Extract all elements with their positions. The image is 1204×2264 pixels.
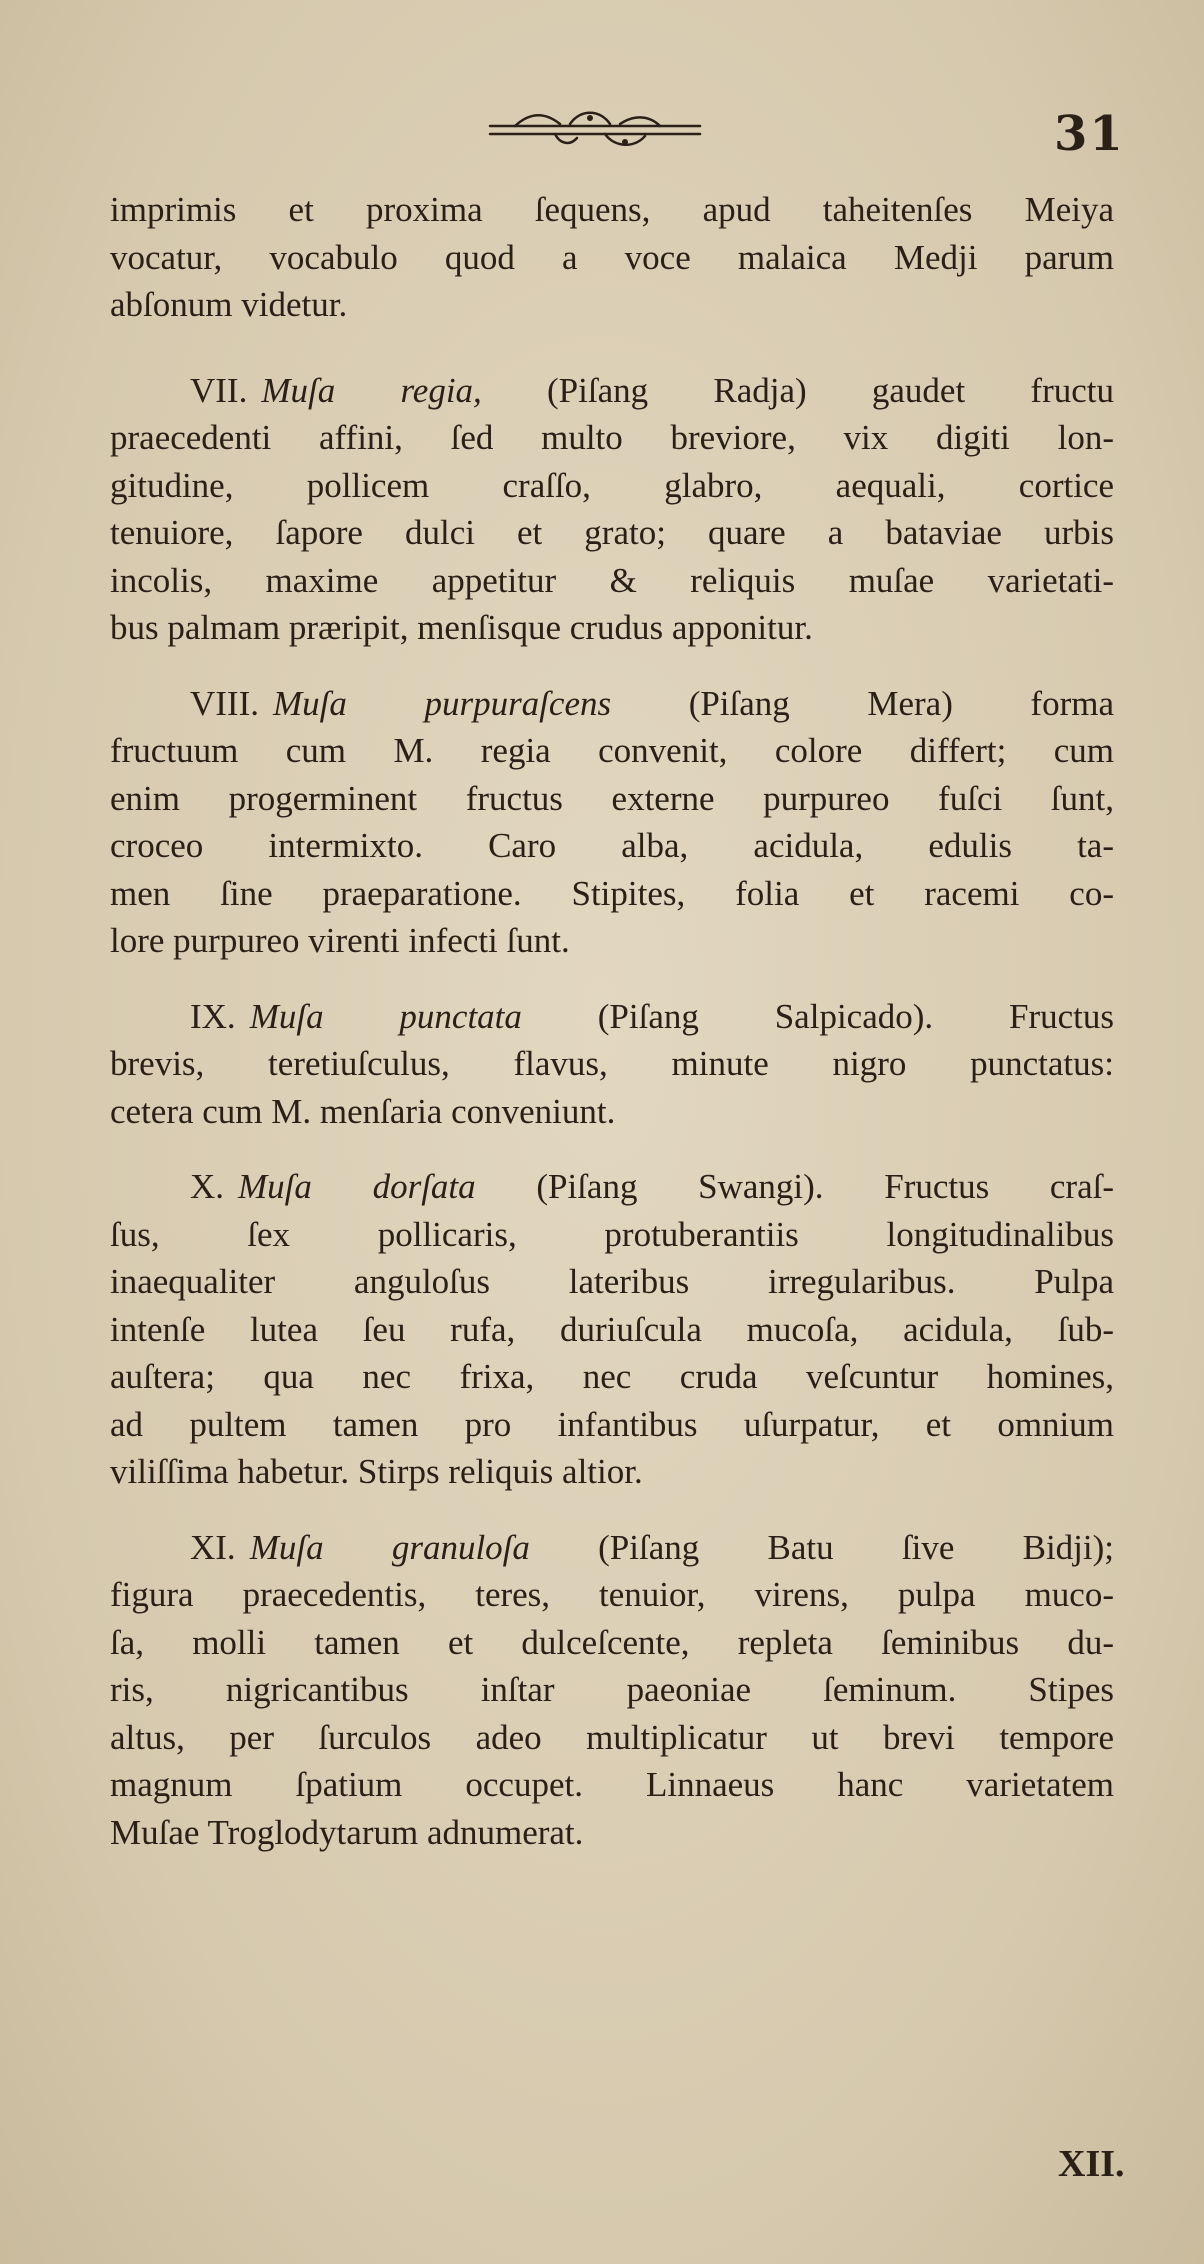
text-line: auſtera; qua nec frixa, nec cruda veſcuntur homines, (110, 1357, 1114, 1396)
text-line: Muſae Troglodytarum adnumerat. (110, 1812, 584, 1852)
section-numeral: XI. (190, 1527, 236, 1567)
species-name: Muſa granuloſa (249, 1527, 530, 1567)
text-line: ſa, molli tamen et dulceſcente, repleta ſeminibus du- (110, 1622, 1114, 1662)
paragraph-ix (110, 993, 1114, 1136)
decorative-headpiece-icon (485, 104, 705, 154)
text-line: figura praecedentis, teres, tenuior, virens, pulpa muco- (110, 1575, 1114, 1614)
species-name: Muſa punctata (249, 996, 522, 1036)
text-line: ris, nigricantibus inſtar paeoniae ſeminum. Stipes (110, 1670, 1114, 1709)
text-line: XI. Muſa granuloſa (Piſang Batu ſive Bidji); (190, 1527, 1115, 1567)
text-line: intenſe lutea ſeu rufa, duriuſcula mucoſa, acidula, ſub- (110, 1309, 1114, 1349)
text-line: VII. Muſa regia, (Piſang Radja) gaudet fructu (190, 370, 1114, 410)
text-line: viliſſima habetur. Stirps reliquis altior. (110, 1452, 643, 1491)
species-name: Muſa regia, (261, 370, 482, 410)
section-numeral: VII. (190, 370, 248, 410)
text-line: vocatur, vocabulo quod a voce malaica Medji parum (110, 237, 1114, 277)
text-line: ad pultem tamen pro infantibus uſurpatur, et omnium (110, 1404, 1114, 1444)
page-header (0, 104, 1204, 164)
species-name: Muſa purpuraſcens (273, 683, 612, 723)
text-line: cetera cum M. menſaria conveniunt. (110, 1091, 616, 1131)
paragraph-xi (110, 1524, 1114, 1857)
section-numeral: X. (190, 1167, 225, 1206)
paragraph-viii (110, 680, 1114, 965)
text-line: men ſine praeparatione. Stipites, folia et racemi co- (110, 873, 1114, 913)
text-line: tenuiore, ſapore dulci et grato; quare a bataviae urbis (110, 513, 1114, 552)
text-line: brevis, teretiuſculus, flavus, minute nigro punctatus: (110, 1044, 1114, 1083)
text-line: fructuum cum M. regia convenit, colore differt; cum (110, 731, 1114, 770)
text-line: IX. Muſa punctata (Piſang Salpicado). Fructus (190, 996, 1114, 1036)
text-line: VIII. Muſa purpuraſcens (Piſang Mera) forma (190, 683, 1114, 723)
species-name: Muſa dorſata (238, 1167, 476, 1206)
text-line: X. Muſa dorſata (Piſang Swangi). Fructus craſ- (190, 1167, 1115, 1206)
paragraph-x (110, 1163, 1114, 1496)
text-line: croceo intermixto. Caro alba, acidula, edulis ta- (110, 826, 1114, 865)
text-line: enim progerminent fructus externe purpureo fuſci ſunt, (110, 778, 1114, 818)
page-number: 31 (1054, 106, 1125, 162)
section-numeral: IX. (190, 996, 236, 1036)
section-numeral: VIII. (190, 683, 259, 723)
text-line: abſonum videtur. (110, 285, 348, 324)
text-line: ſus, ſex pollicaris, protuberantiis longitudinalibus (110, 1214, 1114, 1254)
text-line: bus palmam præripit, menſisque crudus apponitur. (110, 608, 813, 647)
catchword: XII. (1058, 2143, 1125, 2185)
main-text (110, 186, 1114, 1884)
text-line: incolis, maxime appetitur & reliquis muſae varietati- (110, 560, 1114, 600)
text-line: altus, per ſurculos adeo multiplicatur ut brevi tempore (110, 1717, 1114, 1757)
text-line: gitudine, pollicem craſſo, glabro, aequali, cortice (110, 465, 1114, 505)
text-line: lore purpureo virenti infecti ſunt. (110, 921, 570, 960)
paragraph-vii (110, 367, 1114, 652)
text-line: imprimis et proxima ſequens, apud taheitenſes Meiya (110, 190, 1114, 229)
paragraph-continuation (110, 186, 1114, 329)
text-line: praecedenti affini, ſed multo breviore, vix digiti lon- (110, 418, 1114, 457)
text-line: inaequaliter anguloſus lateribus irregularibus. Pulpa (110, 1262, 1114, 1301)
text-line: magnum ſpatium occupet. Linnaeus hanc varietatem (110, 1765, 1114, 1804)
